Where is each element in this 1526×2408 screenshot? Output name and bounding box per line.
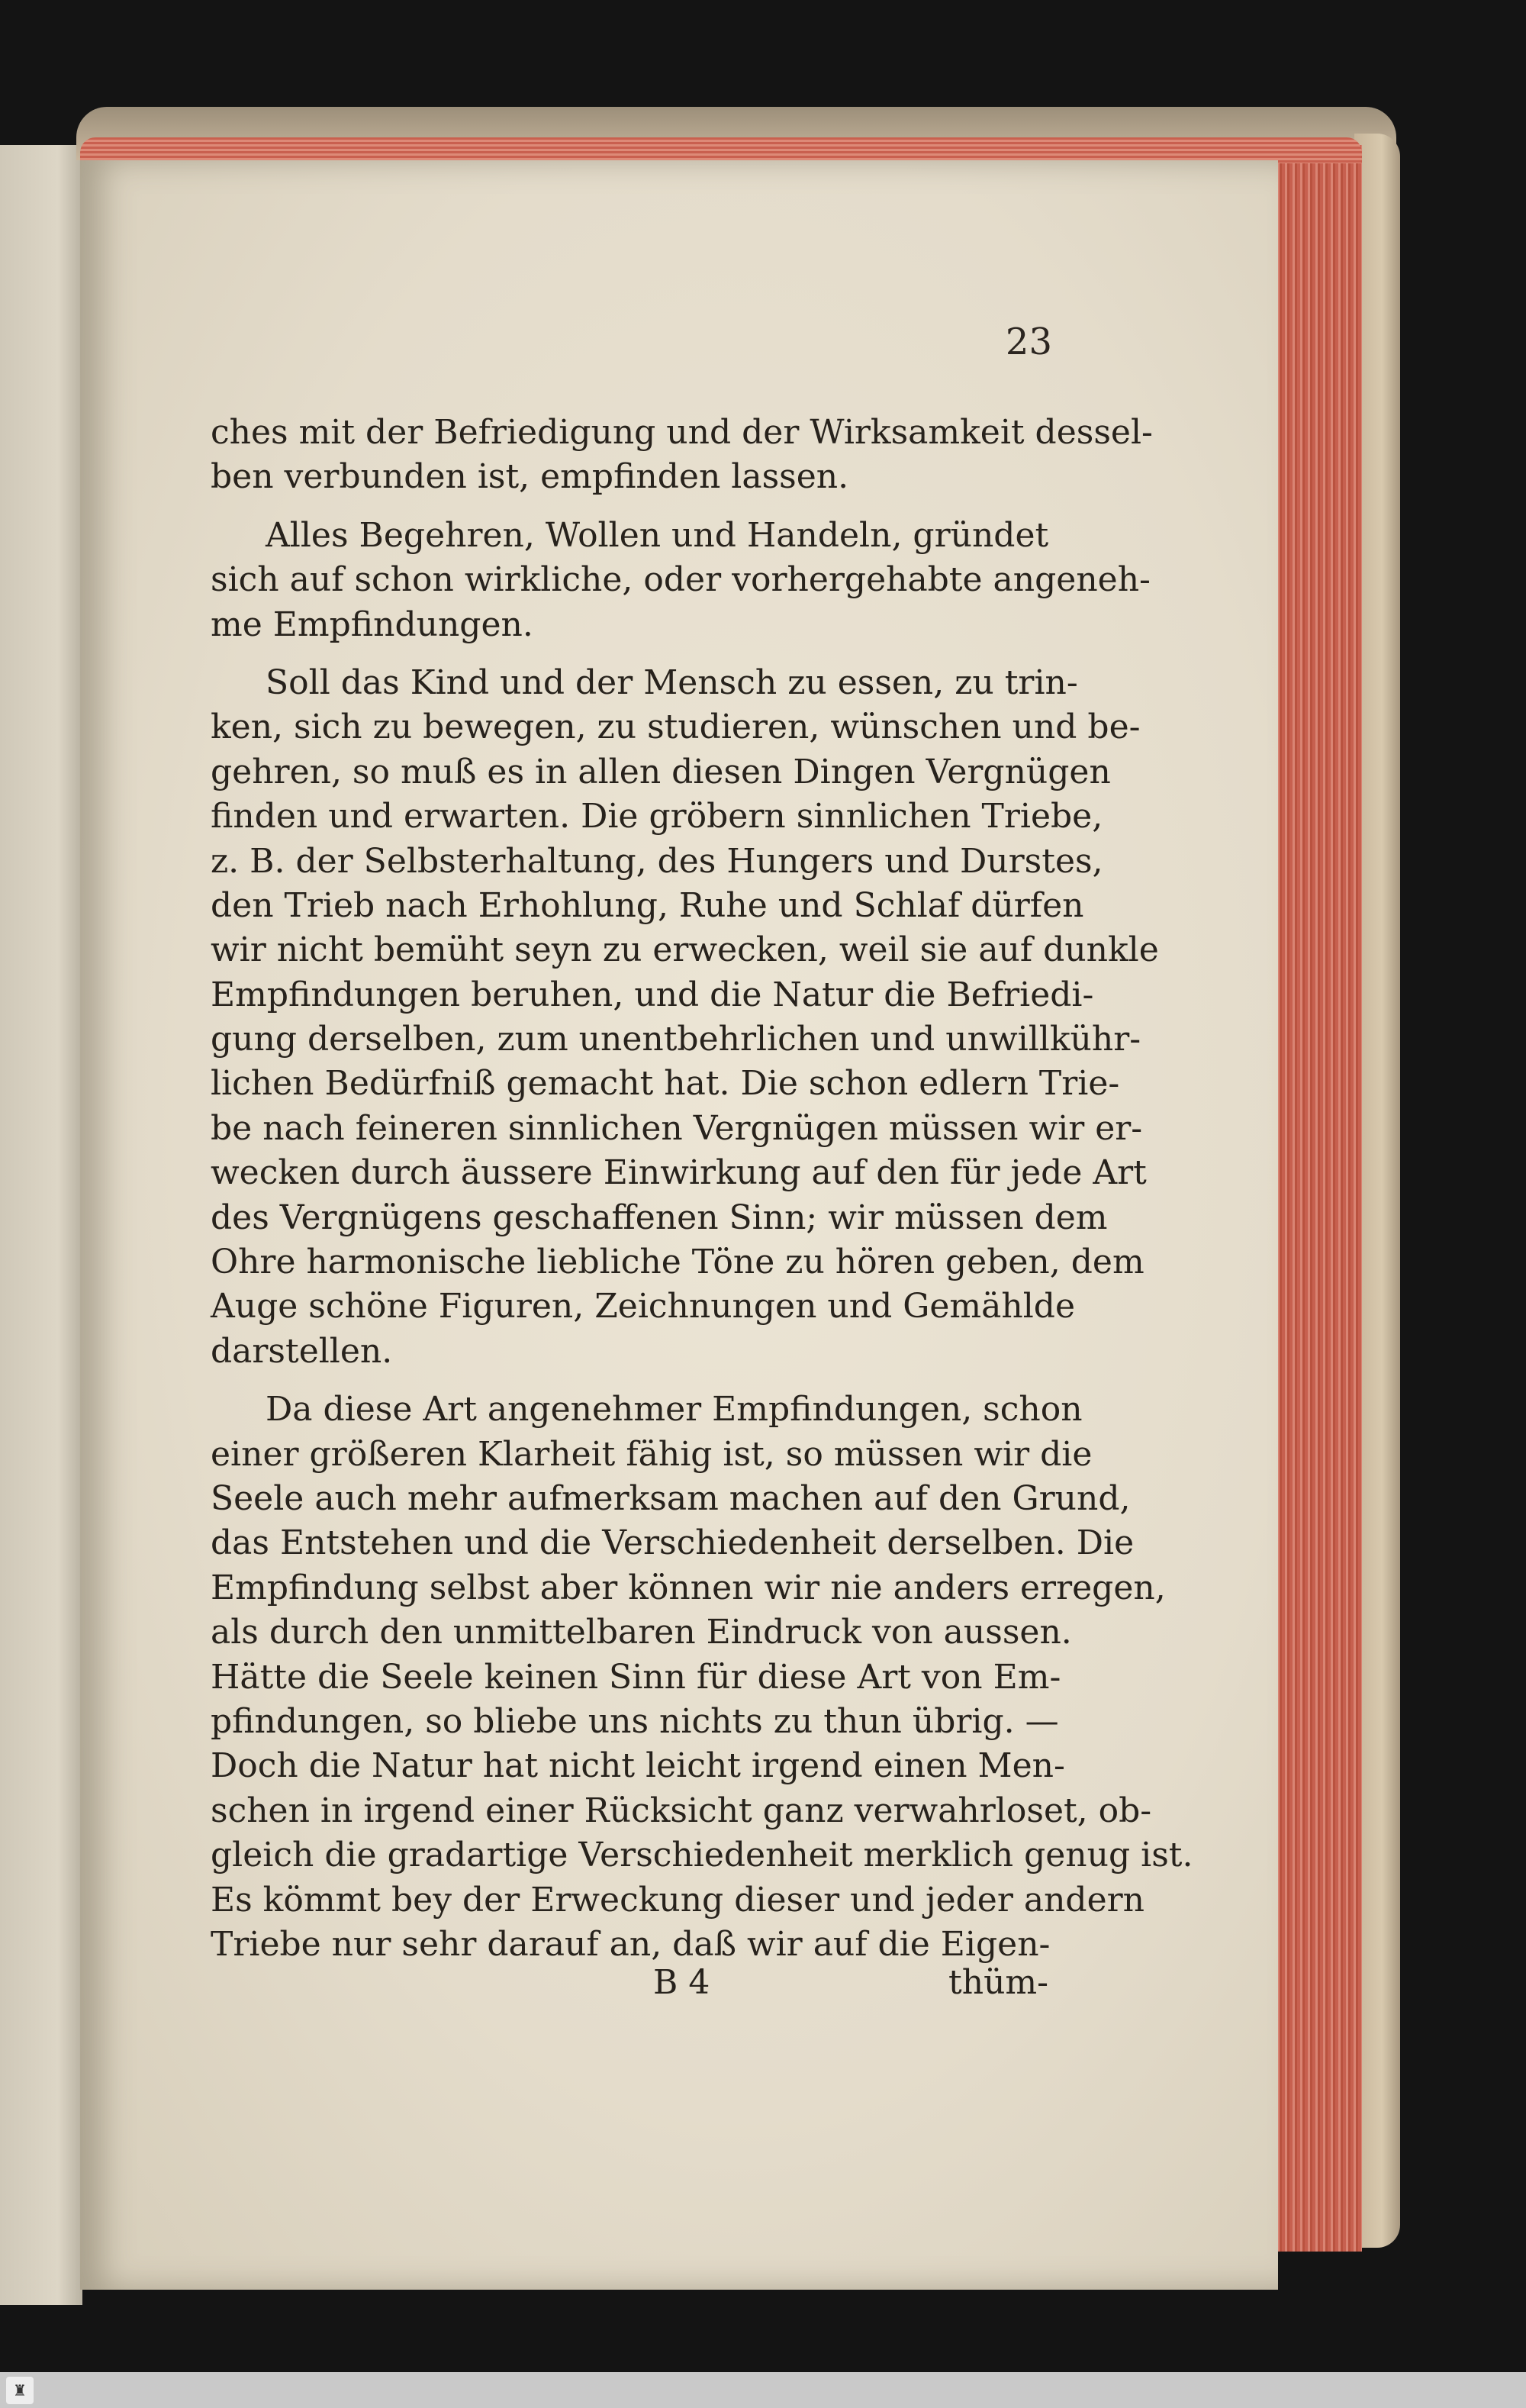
left-page-edge — [0, 145, 82, 2305]
text-line: darstellen. — [211, 1331, 393, 1371]
text-line: Triebe nur sehr darauf an, daß wir auf die Eigen- — [211, 1924, 1051, 1964]
text-line: Doch die Natur hat nicht leicht irgend einen Men- — [211, 1746, 1065, 1786]
text-line: pfindungen, so bliebe uns nichts zu thun übrig. — — [211, 1701, 1059, 1741]
text-line: Seele auch mehr aufmerksam machen auf den Grund, — [211, 1478, 1131, 1518]
text-line: Es kömmt bey der Erweckung dieser und jeder andern — [211, 1880, 1145, 1920]
text-line: einer größeren Klarheit fähig ist, so müssen wir die — [211, 1434, 1093, 1474]
text-line: Empfindungen beruhen, und die Natur die Befriedi- — [211, 975, 1094, 1014]
red-page-edges — [1274, 145, 1362, 2252]
paragraph — [211, 1388, 1193, 1967]
paragraph — [211, 411, 1153, 500]
text-line: Soll das Kind und der Mensch zu essen, zu trin- — [266, 662, 1078, 702]
text-line: gung derselben, zum unentbehrlichen und unwillkühr- — [211, 1020, 1141, 1059]
signature-mark: B 4 — [653, 1963, 710, 2002]
text-line: Hätte die Seele keinen Sinn für diese Art von Em- — [211, 1657, 1061, 1697]
book-page — [80, 160, 1278, 2290]
text-line: gleich die gradartige Verschiedenheit merklich genug ist. — [211, 1836, 1193, 1875]
viewer-bottom-bar — [0, 2372, 1526, 2408]
text-line: Empfindung selbst aber können wir nie anders erregen, — [211, 1568, 1166, 1607]
library-logo-icon: ♜ — [6, 2377, 34, 2404]
text-line: me Empfindungen. — [211, 604, 533, 644]
text-line: be nach feineren sinnlichen Vergnügen müssen wir er- — [211, 1108, 1143, 1148]
paragraph — [211, 514, 1151, 647]
text-line: wir nicht bemüht seyn zu erwecken, weil sie auf dunkle — [211, 930, 1159, 970]
text-line: gehren, so muß es in allen diesen Dingen Vergnügen — [211, 752, 1111, 791]
body-text — [211, 411, 1193, 1967]
red-page-edges-top — [80, 137, 1362, 163]
text-line: ches mit der Befriedigung und der Wirksamkeit dessel- — [211, 413, 1153, 452]
page-number: 23 — [1005, 321, 1052, 363]
text-line: als durch den unmittelbaren Eindruck von aussen. — [211, 1613, 1072, 1652]
page-footer — [211, 1963, 1048, 2009]
paragraph — [211, 661, 1159, 1374]
text-line: sich auf schon wirkliche, oder vorhergehabte angeneh- — [211, 560, 1151, 600]
text-line: wecken durch äussere Einwirkung auf den für jede Art — [211, 1153, 1147, 1193]
text-line: Ohre harmonische liebliche Töne zu hören geben, dem — [211, 1243, 1144, 1282]
text-line: das Entstehen und die Verschiedenheit derselben. Die — [211, 1523, 1135, 1563]
text-line: lichen Bedürfniß gemacht hat. Die schon edlern Trie- — [211, 1064, 1120, 1104]
text-line: z. B. der Selbsterhaltung, des Hungers und Durstes, — [211, 841, 1103, 881]
text-line: ben verbunden ist, empfinden lassen. — [211, 457, 849, 497]
text-line: den Trieb nach Erhohlung, Ruhe und Schlaf dürfen — [211, 885, 1084, 925]
text-line: Da diese Art angenehmer Empfindungen, schon — [266, 1390, 1083, 1430]
catchword: thüm- — [948, 1963, 1048, 2002]
text-line: finden und erwarten. Die gröbern sinnlichen Triebe, — [211, 797, 1103, 837]
text-line: schen in irgend einer Rücksicht ganz verwahrloset, ob- — [211, 1791, 1152, 1830]
text-line: des Vergnügens geschaffenen Sinn; wir müssen dem — [211, 1198, 1108, 1237]
text-line: Auge schöne Figuren, Zeichnungen und Gemählde — [211, 1287, 1075, 1326]
text-line: Alles Begehren, Wollen und Handeln, gründet — [266, 515, 1049, 555]
text-line: ken, sich zu bewegen, zu studieren, wünschen und be- — [211, 708, 1141, 747]
